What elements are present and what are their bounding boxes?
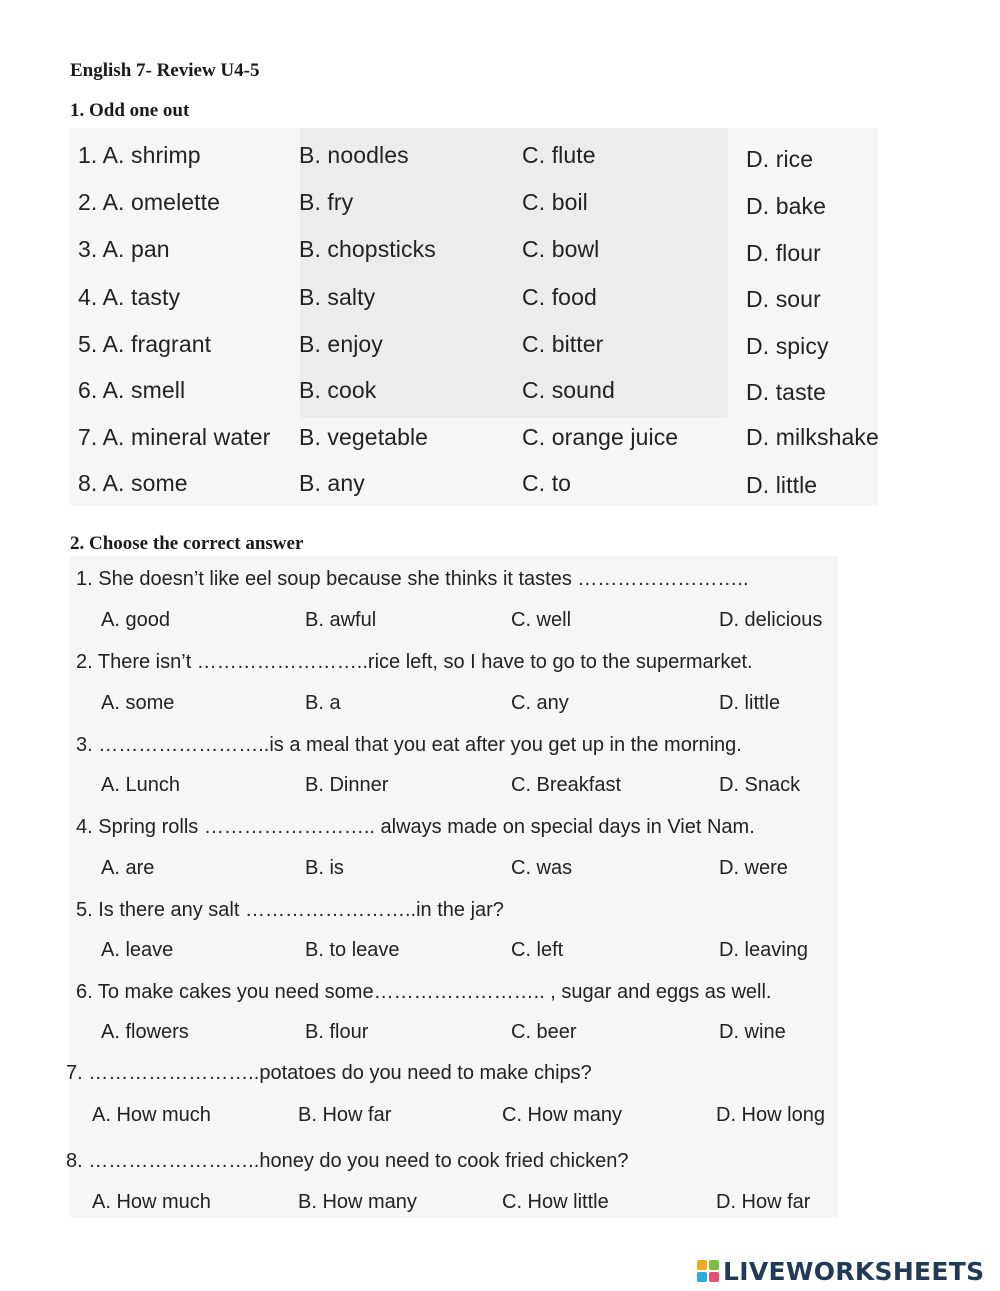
option-d[interactable]: D. wine: [719, 1021, 786, 1043]
option-b[interactable]: B. How many: [298, 1191, 417, 1213]
option-b[interactable]: B. awful: [305, 609, 377, 631]
section-2-heading: 2. Choose the correct answer: [70, 533, 304, 554]
option-c[interactable]: C. How many: [502, 1104, 623, 1126]
list-item: 1. A. shrimp B. noodles C. flute D. rice: [78, 142, 814, 172]
list-item: 7. A. mineral water B. vegetable C. orange juice D. milkshake: [78, 424, 879, 450]
question-text: 8. ……………………..honey do you need to cook fried chicken?: [66, 1150, 629, 1172]
answer-options: [0, 939, 1000, 969]
option-a[interactable]: A. are: [101, 857, 155, 879]
option-c[interactable]: C. Breakfast: [511, 774, 622, 796]
logo-square: [709, 1272, 719, 1282]
option-c[interactable]: C. was: [511, 857, 573, 879]
list-item: 8. A. some B. any C. to D. little: [78, 470, 818, 498]
option-c[interactable]: C. How little: [502, 1191, 609, 1213]
option-b[interactable]: B. a: [305, 692, 341, 714]
list-item: 4. A. tasty B. salty C. food D. sour: [78, 284, 821, 312]
question-text: 6. To make cakes you need some…………………….. , sugar and eggs as well.: [76, 981, 772, 1003]
option-d[interactable]: D. Snack: [719, 774, 801, 796]
option-d[interactable]: D. How far: [716, 1191, 811, 1213]
option-a[interactable]: A. some: [101, 692, 175, 714]
list-item: 2. A. omelette B. fry C. boil D. bake: [78, 189, 826, 219]
answer-options: [0, 857, 1000, 887]
option-d[interactable]: D. How long: [716, 1104, 825, 1126]
section-1-heading: 1. Odd one out: [70, 100, 190, 121]
option-d[interactable]: D. delicious: [719, 609, 823, 631]
answer-options: [0, 774, 1000, 804]
option-b[interactable]: B. Dinner: [305, 774, 389, 796]
answer-options: [0, 1021, 1000, 1051]
liveworksheets-logo[interactable]: [697, 1256, 984, 1286]
option-b[interactable]: B. is: [305, 857, 344, 879]
option-d[interactable]: D. little: [719, 692, 781, 714]
option-a[interactable]: A. leave: [101, 939, 174, 961]
list-item: 5. A. fragrant B. enjoy C. bitter D. spicy: [78, 331, 829, 359]
option-d[interactable]: D. were: [719, 857, 788, 879]
answer-options: [0, 609, 1000, 639]
answer-options: [0, 692, 1000, 722]
option-b[interactable]: B. flour: [305, 1021, 369, 1043]
answer-options: [0, 1191, 1000, 1221]
option-a[interactable]: A. good: [101, 609, 170, 631]
question-text: 3. ……………………..is a meal that you eat after you get up in the morning.: [76, 734, 742, 756]
question-text: 5. Is there any salt ……………………..in the jar?: [76, 899, 504, 921]
logo-square: [697, 1260, 707, 1270]
question-text: 4. Spring rolls …………………….. always made on special days in Viet Nam.: [76, 816, 755, 838]
document-title: English 7- Review U4-5: [70, 60, 260, 81]
answer-options: [0, 1104, 1000, 1134]
option-c[interactable]: C. beer: [511, 1021, 577, 1043]
question-text: 1. She doesn’t like eel soup because she thinks it tastes ……………………..: [76, 568, 749, 590]
liveworksheets-logo-icon: [697, 1260, 719, 1282]
option-b[interactable]: B. to leave: [305, 939, 400, 961]
list-item: 3. A. pan B. chopsticks C. bowl D. flour: [78, 236, 821, 266]
option-a[interactable]: A. How much: [92, 1191, 211, 1213]
option-c[interactable]: C. left: [511, 939, 564, 961]
question-text: 2. There isn’t ……………………..rice left, so I have to go to the supermarket.: [76, 651, 753, 673]
brand-name: LIVEWORKSHEETS: [723, 1256, 985, 1286]
option-a[interactable]: A. How much: [92, 1104, 211, 1126]
option-c[interactable]: C. any: [511, 692, 569, 714]
logo-square: [709, 1260, 719, 1270]
option-c[interactable]: C. well: [511, 609, 572, 631]
question-text: 7. ……………………..potatoes do you need to make chips?: [66, 1062, 592, 1084]
logo-square: [697, 1272, 707, 1282]
option-d[interactable]: D. leaving: [719, 939, 808, 961]
option-a[interactable]: A. Lunch: [101, 774, 180, 796]
option-b[interactable]: B. How far: [298, 1104, 392, 1126]
list-item: 6. A. smell B. cook C. sound D. taste: [78, 377, 827, 405]
option-a[interactable]: A. flowers: [101, 1021, 189, 1043]
